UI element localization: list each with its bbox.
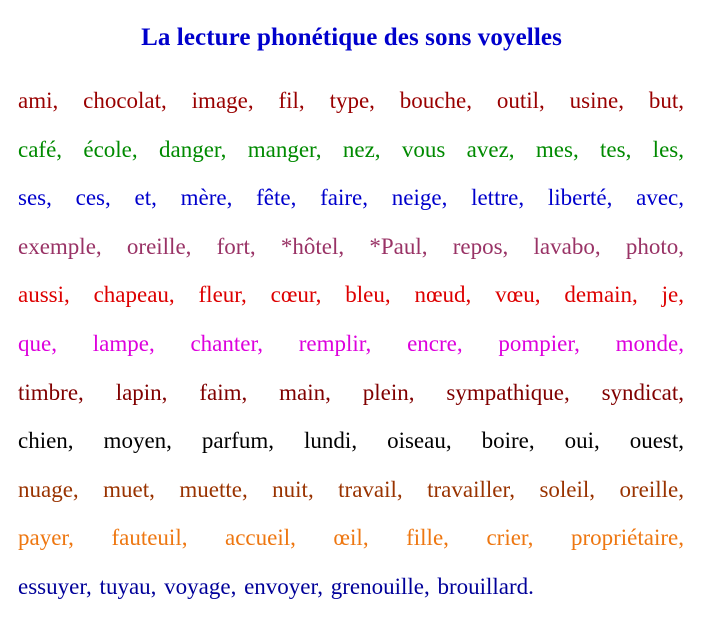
word-lines	[18, 84, 684, 619]
word-line-2: café, école, danger, manger, nez, vous avez, mes, tes, les,	[18, 136, 684, 162]
word-line-1: ami, chocolat, image, fil, type, bouche, outil, usine, but,	[18, 88, 684, 113]
page-title: La lecture phonétique des sons voyelles	[141, 24, 562, 51]
word-line-9: nuage, muet, muette, nuit, travail, travailler, soleil, oreille,	[18, 476, 684, 502]
word-line-6: que, lampe, chanter, remplir, encre, pompier, monde,	[18, 330, 684, 356]
word-line-7: timbre, lapin, faim, main, plein, sympathique, syndicat,	[18, 379, 684, 405]
word-line-5: aussi, chapeau, fleur, cœur, bleu, nœud, vœu, demain, je,	[18, 282, 684, 308]
word-line-10: payer, fauteuil, accueil, œil, fille, crier, propriétaire,	[18, 525, 684, 551]
word-line-3: ses, ces, et, mère, fête, faire, neige, lettre, liberté, avec,	[18, 185, 684, 211]
word-line-8: chien, moyen, parfum, lundi, oiseau, boire, oui, ouest,	[18, 428, 684, 454]
word-line-11: essuyer, tuyau, voyage, envoyer, grenouille, brouillard.	[18, 573, 534, 599]
word-line-4: exemple, oreille, fort, *hôtel, *Paul, repos, lavabo, photo,	[18, 233, 684, 259]
